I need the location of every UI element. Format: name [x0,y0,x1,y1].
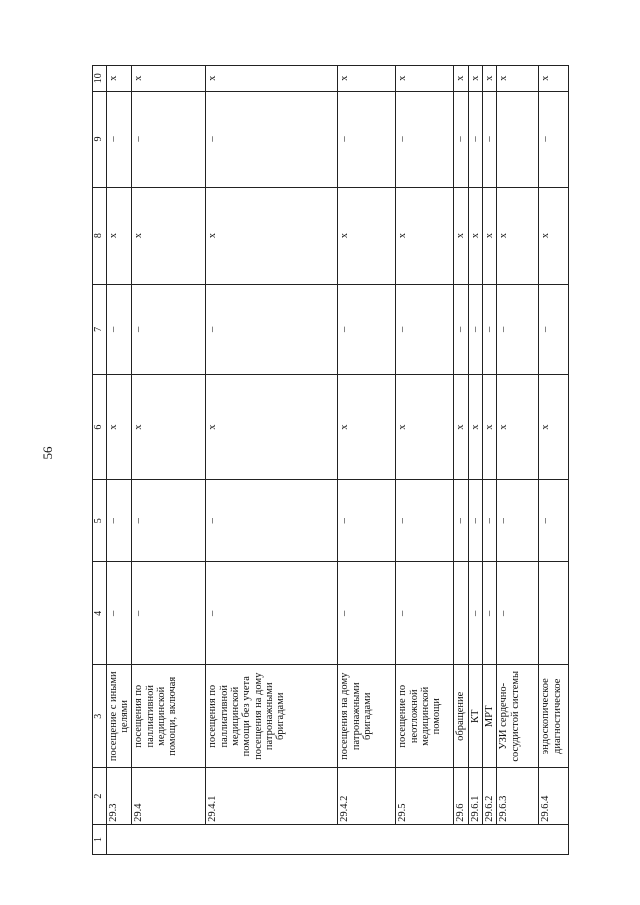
cell-col6: х [483,374,497,479]
cell-col9: – [468,91,482,187]
cell-col4: – [206,562,338,665]
row-name: посещения по паллиативной медицинской помощи без учета посещения на дому патронажными бригадами [206,665,338,768]
cell-col10: х [539,66,569,92]
row-code: 29.3 [106,768,132,825]
cell-col10: х [396,66,454,92]
cell-col7: – [497,284,539,374]
cell-col6: х [106,374,132,479]
cell-col5: – [468,480,482,562]
cell-col5: – [206,480,338,562]
row-name: посещения на дому патронажными бригадами [338,665,396,768]
row-name: посещение по неотложной медицинской помощи [396,665,454,768]
cell-col4 [539,562,569,665]
cell-col9: – [106,91,132,187]
row-code: 29.6 [454,768,468,825]
cell-col5: – [132,480,206,562]
cell-col9: – [338,91,396,187]
cell-col4: – [338,562,396,665]
page-number: 56 [40,446,55,460]
column-header: 8 [93,187,107,284]
table-row [206,66,338,855]
column-header: 4 [93,562,107,665]
cell-col5: – [106,480,132,562]
header-row [93,66,107,855]
table-row [539,66,569,855]
column-header: 6 [93,374,107,479]
cell-col7: – [468,284,482,374]
cell-col7: – [206,284,338,374]
rotated-table-stage [92,65,587,855]
row-name: КТ [468,665,482,768]
cell-col9: – [483,91,497,187]
row-code: 29.5 [396,768,454,825]
table-row [454,66,468,855]
cell-col7: – [132,284,206,374]
column-header: 5 [93,480,107,562]
cell-col8: х [483,187,497,284]
cell-col6: х [539,374,569,479]
table-row [106,66,132,855]
cell-col7: – [454,284,468,374]
column-header: 7 [93,284,107,374]
row-code: 29.4 [132,768,206,825]
row-code: 29.6.3 [497,768,539,825]
table-row [396,66,454,855]
cell-col6: х [206,374,338,479]
cell-col6: х [454,374,468,479]
cell-col5: – [338,480,396,562]
cell-col10: х [483,66,497,92]
cell-col9: – [206,91,338,187]
cell-col6: х [132,374,206,479]
table-row [132,66,206,855]
cell-col4 [454,562,468,665]
cell-col9: – [539,91,569,187]
row-code: 29.6.4 [539,768,569,825]
cell-col10: х [454,66,468,92]
table-row [483,66,497,855]
cell-col6: х [497,374,539,479]
cell-col8: х [206,187,338,284]
cell-col8: х [539,187,569,284]
cell-col10: х [206,66,338,92]
row-name: посещение с иными целями [106,665,132,768]
cell-col5: – [454,480,468,562]
cell-col9: – [396,91,454,187]
cell-col7: – [539,284,569,374]
cell-col8: х [454,187,468,284]
row-name: обращение [454,665,468,768]
table-row [497,66,539,855]
cell-col9: – [454,91,468,187]
cell-col7: – [483,284,497,374]
cell-col6: х [468,374,482,479]
cell-col4: – [106,562,132,665]
cell-col4: – [483,562,497,665]
cell-col5: – [483,480,497,562]
cell-col10: х [338,66,396,92]
cell-col9 [497,91,539,187]
row-name: УЗИ сердечно-сосудистой системы [497,665,539,768]
cell-col5: – [497,480,539,562]
cell-col8: х [396,187,454,284]
cell-col4: – [468,562,482,665]
table-row [468,66,482,855]
cell-col10: х [468,66,482,92]
cell-col5: – [539,480,569,562]
column-1-cell [106,824,569,854]
cell-col4: – [396,562,454,665]
cell-col4: – [497,562,539,665]
cell-col6: х [338,374,396,479]
cell-col10: х [497,66,539,92]
data-table [92,65,569,855]
cell-col8: х [497,187,539,284]
cell-col8: х [468,187,482,284]
cell-col9: – [132,91,206,187]
cell-col8: х [338,187,396,284]
row-code: 29.4.2 [338,768,396,825]
column-header: 3 [93,665,107,768]
row-name: МРТ [483,665,497,768]
cell-col10: х [106,66,132,92]
cell-col7: – [396,284,454,374]
cell-col7: – [106,284,132,374]
table-row [338,66,396,855]
row-name: посещения по паллиативной медицинской помощи, включая [132,665,206,768]
column-header: 1 [93,824,107,854]
row-code: 29.6.1 [468,768,482,825]
row-name: эндоскопическое диагностическое [539,665,569,768]
column-header: 2 [93,768,107,825]
cell-col4: – [132,562,206,665]
cell-col10: х [132,66,206,92]
cell-col8: х [132,187,206,284]
cell-col6: х [396,374,454,479]
row-code: 29.4.1 [206,768,338,825]
row-code: 29.6.2 [483,768,497,825]
column-header: 10 [93,66,107,92]
cell-col5: – [396,480,454,562]
cell-col8: х [106,187,132,284]
cell-col7: – [338,284,396,374]
column-header: 9 [93,91,107,187]
